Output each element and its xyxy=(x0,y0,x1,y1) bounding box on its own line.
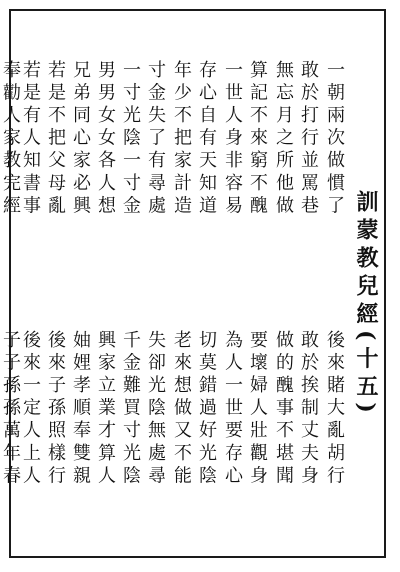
verse-top-2: 敢於打行並罵巷 xyxy=(298,60,319,219)
verse-top-1: 一朝兩次做慣了 xyxy=(324,60,345,219)
verse-bottom-11: 妯娌孝順奉雙親 xyxy=(70,330,91,489)
verse-top-9: 一寸光陰一寸金 xyxy=(120,60,141,219)
verse-top-12: 若是不把父母亂 xyxy=(45,60,66,219)
verse-top-13: 若是有人知書事 xyxy=(20,60,41,219)
verse-bottom-13: 後來一定人上人 xyxy=(20,330,41,489)
verse-top-4: 算記不來窮不醜 xyxy=(247,60,268,219)
verse-bottom-2: 敢於挨制丈夫身 xyxy=(298,330,319,489)
verse-bottom-12: 後來子孫照樣行 xyxy=(45,330,66,489)
verse-bottom-10: 興家立業才算人 xyxy=(95,330,116,489)
verse-top-3: 無忘月之所他做 xyxy=(273,60,294,219)
verse-bottom-14: 子子孫孫萬年春 xyxy=(0,330,21,489)
verse-bottom-6: 切莫錯過好光陰 xyxy=(196,330,217,489)
verse-top-8: 寸金失了有尋處 xyxy=(145,60,166,219)
verse-bottom-7: 老來想做又不能 xyxy=(171,330,192,489)
verse-top-7: 年少不把家計造 xyxy=(171,60,192,219)
verse-bottom-4: 要壞婦人壯觀身 xyxy=(247,330,268,489)
verse-bottom-3: 做的醜事不堪聞 xyxy=(273,330,294,489)
verse-bottom-1: 後來賭大亂胡行 xyxy=(324,330,345,489)
verse-top-5: 一世人身非容易 xyxy=(222,60,243,219)
verse-top-6: 存心自有天知道 xyxy=(196,60,217,219)
document-title: 訓蒙教兒經(十五) xyxy=(353,190,379,419)
verse-bottom-5: 為人一世要存心 xyxy=(222,330,243,489)
verse-top-10: 男男女女各人想 xyxy=(95,60,116,219)
verse-bottom-9: 千金難買寸光陰 xyxy=(120,330,141,489)
verse-top-14: 奉勸人家教完經 xyxy=(0,60,21,219)
verse-top-11: 兄弟同心家必興 xyxy=(70,60,91,219)
verse-bottom-8: 失卻光陰無處尋 xyxy=(145,330,166,489)
